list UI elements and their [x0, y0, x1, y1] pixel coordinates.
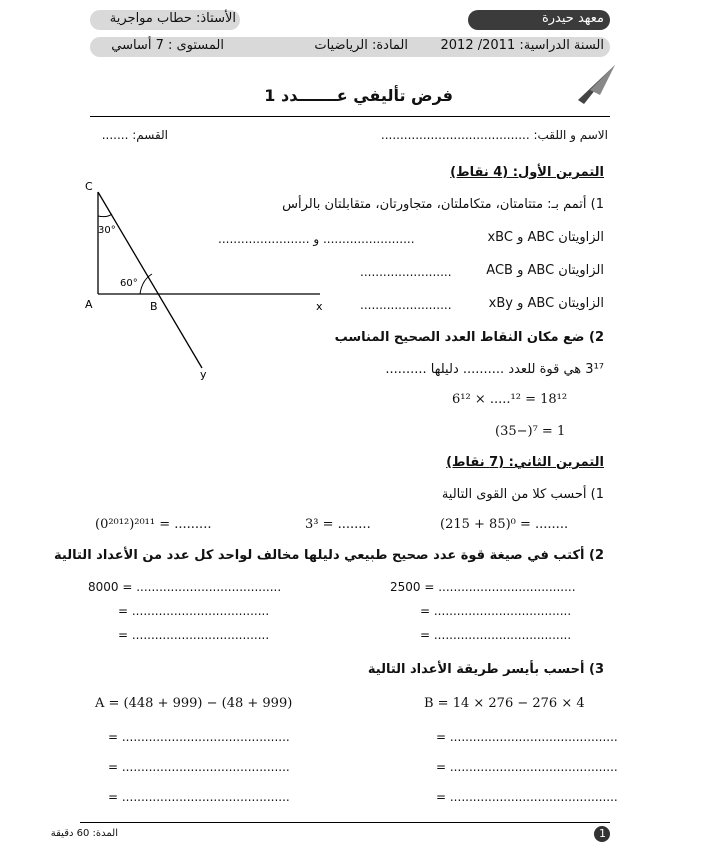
ex2-eq-r2[interactable]: = ....................................	[420, 628, 572, 642]
pen-icon	[570, 60, 620, 110]
ex2-B: B = 14 × 276 − 276 × 4	[424, 696, 585, 711]
ex2-A: A = (448 + 999) − (48 + 999)	[95, 696, 293, 711]
ex2-n1[interactable]: 2500 = ....................................	[390, 580, 576, 594]
school-year: السنة الدراسية: 2011/ 2012	[440, 38, 604, 53]
line-Cy	[98, 192, 202, 368]
ex2-A-line1[interactable]: = ............................................	[108, 730, 290, 744]
ex1-line2-label: الزاويتان ABC و ACB	[486, 263, 604, 278]
ex2-B-line1[interactable]: = ............................................	[436, 730, 618, 744]
ex1-q1: 1) أتمم بـ: متتامتان، متكاملتان، متجاورتان، متقابلتان بالرأس	[282, 197, 604, 212]
name-field[interactable]: الاسم و اللقب: .......................................	[380, 128, 608, 142]
angle-30-arc	[98, 214, 112, 217]
subject: المادة: الرياضيات	[314, 38, 408, 53]
label-C: C	[85, 180, 93, 193]
duration: المدة: 60 دقيقة	[50, 828, 118, 839]
level: المستوى : 7 أساسي	[111, 38, 224, 53]
ex1-line3-label: الزاويتان ABC و xBy	[488, 296, 604, 311]
ex2-q1: 1) أحسب كلا من القوى التالية	[441, 487, 604, 502]
ex1-p3[interactable]: (35−)⁷ = 1	[495, 424, 566, 439]
ex2-A-line3[interactable]: = ............................................	[108, 790, 290, 804]
ex2-e2[interactable]: 3³ = ........	[305, 517, 371, 532]
footer-rule	[80, 822, 610, 823]
ex2-A-line2[interactable]: = ............................................	[108, 760, 290, 774]
test-title: فرض تأليفي عـــــــدد 1	[264, 86, 453, 105]
section-field[interactable]: القسم: .......	[101, 128, 168, 142]
ex2-B-line2[interactable]: = ............................................	[436, 760, 618, 774]
school-name: معهد حيدرة	[541, 11, 604, 26]
ex2-q2: 2) أكتب في صيغة قوة عدد صحيح طبيعي دليلها مخالف لواحد كل عدد من الأعداد التالية	[54, 548, 604, 563]
label-y: y	[200, 368, 207, 381]
ex2-eq-r1[interactable]: = ....................................	[420, 604, 572, 618]
label-x: x	[316, 300, 323, 313]
geometry-figure	[80, 180, 340, 390]
ex2-e1[interactable]: (215 + 85)⁰ = ........	[440, 517, 569, 532]
ex1-title: التمرين الأول: (4 نقاط)	[450, 165, 604, 180]
label-A: A	[85, 298, 93, 311]
ex2-B-line3[interactable]: = ............................................	[436, 790, 618, 804]
ex2-e3[interactable]: (0²⁰¹²)²⁰¹¹ = .........	[95, 517, 212, 532]
ex1-p1[interactable]: 3¹⁷ هي قوة للعدد .......... دليلها ..........	[385, 362, 604, 377]
angle-60-arc	[140, 274, 152, 294]
label-60: 60°	[120, 278, 138, 289]
ex2-eq-l2[interactable]: = ....................................	[118, 628, 270, 642]
ex1-q2: 2) ضع مكان النقاط العدد الصحيح المناسب	[334, 330, 604, 345]
title-underline	[90, 116, 610, 117]
page-number: 1	[599, 827, 606, 840]
label-B: B	[150, 300, 158, 313]
ex1-p2[interactable]: 6¹² × .....¹² = 18¹²	[452, 392, 568, 407]
ex2-eq-l1[interactable]: = ....................................	[118, 604, 270, 618]
ex1-line3-dots[interactable]: ........................	[360, 298, 452, 312]
ex2-q3: 3) أحسب بأيسر طريقة الأعداد التالية	[367, 662, 604, 677]
ex1-line1-dots[interactable]: ........................ و ........................	[218, 232, 415, 246]
teacher-name: الأستاذ: حطاب مواجرية	[109, 11, 236, 26]
ex2-title: التمرين الثاني: (7 نقاط)	[446, 455, 604, 470]
ex2-n2[interactable]: 8000 = ......................................	[88, 580, 282, 594]
ex1-line1-label: الزاويتان ABC و xBC	[487, 230, 604, 245]
ex1-line2-dots[interactable]: ........................	[360, 265, 452, 279]
label-30: 30°	[98, 225, 116, 236]
